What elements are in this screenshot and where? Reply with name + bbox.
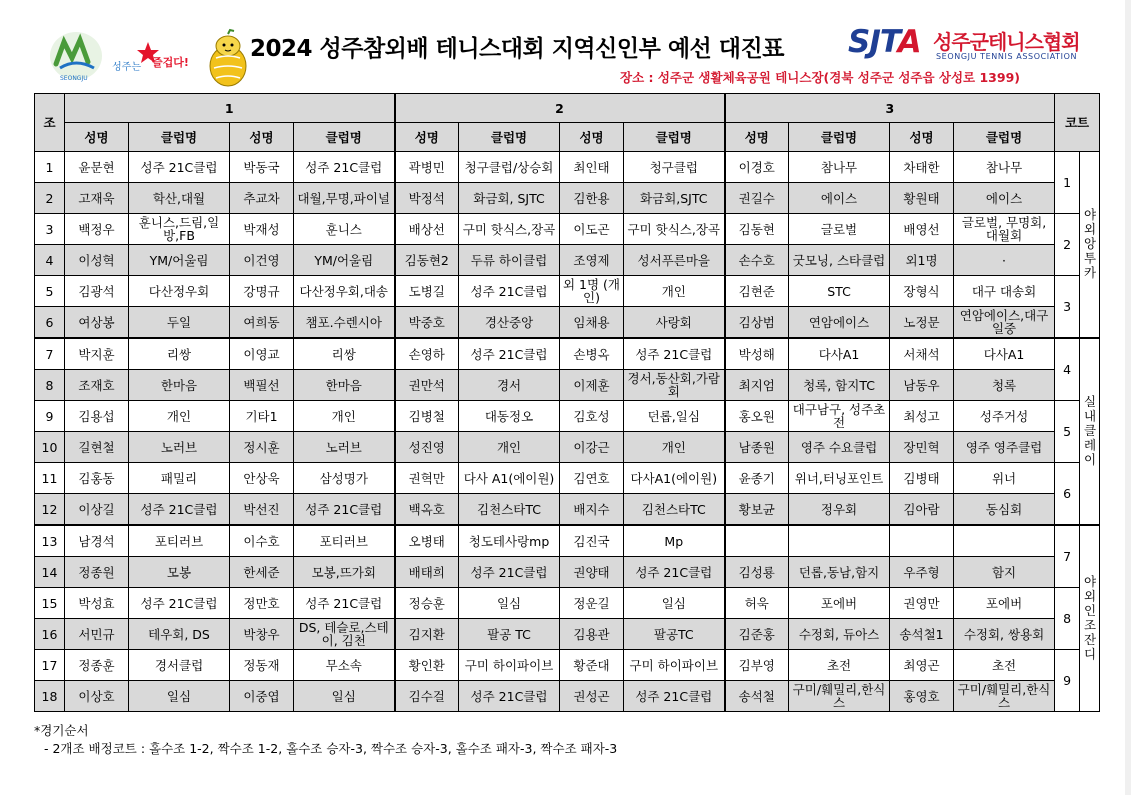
group-number: 3	[35, 214, 65, 245]
club-name: YM/어울림	[129, 245, 230, 276]
player-name: 백정우	[65, 214, 129, 245]
club-name: 사랑회	[624, 307, 725, 339]
player-name: 이제훈	[560, 370, 624, 401]
player-name: 이수호	[230, 525, 294, 557]
player-name: 손병옥	[560, 338, 624, 370]
player-name	[725, 525, 789, 557]
court-header: 코트	[1055, 94, 1100, 152]
player-name: 곽병민	[395, 152, 459, 183]
player-name: 남종원	[725, 432, 789, 463]
player-name: 김호성	[560, 401, 624, 432]
club-name: 구미/훼밀리,한식스	[954, 681, 1055, 712]
table-row	[35, 276, 1100, 307]
court-number: 6	[1055, 463, 1080, 526]
player-name: 김용관	[560, 619, 624, 650]
group-number: 1	[35, 152, 65, 183]
club-name: 성주 21C클럽	[294, 588, 395, 619]
court-number: 5	[1055, 401, 1080, 463]
name-column-header: 성명	[560, 123, 624, 152]
club-name: 다사 A1(에이원)	[459, 463, 560, 494]
court-number: 9	[1055, 650, 1080, 712]
club-name: 패밀리	[129, 463, 230, 494]
page-title: 2024 성주참외배 테니스대회 지역신인부 예선 대진표	[250, 36, 784, 62]
player-name: 이강근	[560, 432, 624, 463]
club-name: 성주 21C클럽	[129, 588, 230, 619]
player-name: 배지수	[560, 494, 624, 526]
player-name: 김병철	[395, 401, 459, 432]
club-name: 무소속	[294, 650, 395, 681]
group-number: 10	[35, 432, 65, 463]
group-number: 7	[35, 338, 65, 370]
player-name: 추교차	[230, 183, 294, 214]
club-name: 경서	[459, 370, 560, 401]
group-number: 12	[35, 494, 65, 526]
table-row	[35, 183, 1100, 214]
club-name: 개인	[624, 276, 725, 307]
court-number: 1	[1055, 152, 1080, 214]
club-name: 팔공 TC	[459, 619, 560, 650]
club-column-header: 클럽명	[459, 123, 560, 152]
player-name: 손영하	[395, 338, 459, 370]
table-row	[35, 370, 1100, 401]
player-name: 정종원	[65, 557, 129, 588]
club-name: 김천스타TC	[624, 494, 725, 526]
group-number: 15	[35, 588, 65, 619]
player-name: 최인태	[560, 152, 624, 183]
group-number: 17	[35, 650, 65, 681]
slogan-a: 성주는	[112, 62, 141, 73]
club-name: 포티러브	[294, 525, 395, 557]
club-name: 대구남구, 성주초전	[789, 401, 890, 432]
club-column-header: 클럽명	[954, 123, 1055, 152]
player-name: 정종훈	[65, 650, 129, 681]
table-row	[35, 525, 1100, 557]
club-name: 성주거성	[954, 401, 1055, 432]
player-name: 윤종기	[725, 463, 789, 494]
player-name: 권영만	[890, 588, 954, 619]
player-name: 성진영	[395, 432, 459, 463]
association-name: 성주군테니스협회	[933, 30, 1080, 54]
player-name: 정승훈	[395, 588, 459, 619]
club-name: 포에버	[789, 588, 890, 619]
club-name: 김천스타TC	[459, 494, 560, 526]
player-name: 이상길	[65, 494, 129, 526]
name-column-header: 성명	[230, 123, 294, 152]
player-name: 권혁만	[395, 463, 459, 494]
club-name: 대구 대송회	[954, 276, 1055, 307]
club-name: 성주 21C클럽	[129, 494, 230, 526]
group-number: 16	[35, 619, 65, 650]
slot-header-3: 3	[725, 94, 1055, 123]
club-name: 연암에이스	[789, 307, 890, 339]
club-name: 청구클럽	[624, 152, 725, 183]
club-column-header: 클럽명	[129, 123, 230, 152]
table-row	[35, 681, 1100, 712]
slot-header-1: 1	[65, 94, 395, 123]
player-name: 길현철	[65, 432, 129, 463]
table-row	[35, 338, 1100, 370]
club-name: 일심	[459, 588, 560, 619]
club-name: 개인	[624, 432, 725, 463]
club-name: 다산정우회	[129, 276, 230, 307]
club-name: 리쌍	[294, 338, 395, 370]
name-column-header: 성명	[725, 123, 789, 152]
player-name: 백필선	[230, 370, 294, 401]
player-name: 손수호	[725, 245, 789, 276]
club-name: 구미 하이파이브	[624, 650, 725, 681]
player-name: 남동우	[890, 370, 954, 401]
club-name: 성주 21C클럽	[459, 681, 560, 712]
sjta-logo-text: SJTA	[848, 24, 921, 60]
club-name: 다사A1	[789, 338, 890, 370]
club-name: 대동정오	[459, 401, 560, 432]
court-number: 3	[1055, 276, 1080, 339]
club-name: 성주 21C클럽	[459, 276, 560, 307]
player-name: 김병태	[890, 463, 954, 494]
court-number: 2	[1055, 214, 1080, 276]
club-name: 경서,동산회,가람회	[624, 370, 725, 401]
slot-header-2: 2	[395, 94, 725, 123]
player-name: 황준대	[560, 650, 624, 681]
group-number: 11	[35, 463, 65, 494]
player-name: 이성혁	[65, 245, 129, 276]
club-name: 정우회	[789, 494, 890, 526]
club-name: 테우회, DS	[129, 619, 230, 650]
club-name: 모봉,뜨가회	[294, 557, 395, 588]
player-name: 김진국	[560, 525, 624, 557]
player-name: 최영곤	[890, 650, 954, 681]
player-name: 송석철	[725, 681, 789, 712]
table-row	[35, 307, 1100, 339]
draw-table	[34, 93, 1100, 712]
player-name: 임채용	[560, 307, 624, 339]
club-name: 성주 21C클럽	[294, 152, 395, 183]
notes	[34, 722, 617, 758]
club-name: 구미 하이파이브	[459, 650, 560, 681]
player-name: 김한용	[560, 183, 624, 214]
group-number: 2	[35, 183, 65, 214]
court-number: 8	[1055, 588, 1080, 650]
club-name: 청도테사랑mp	[459, 525, 560, 557]
player-name: 최성고	[890, 401, 954, 432]
association-english-name: SEONGJU TENNIS ASSOCIATION	[936, 52, 1078, 61]
club-name: 동심회	[954, 494, 1055, 526]
notes-heading: *경기순서	[34, 723, 89, 738]
player-name: 외 1명 (개인)	[560, 276, 624, 307]
club-name: 성주 21C클럽	[294, 494, 395, 526]
club-name: 리쌍	[129, 338, 230, 370]
club-name: 구미/훼밀리,한식스	[789, 681, 890, 712]
player-name: 차태한	[890, 152, 954, 183]
notes-line: - 2개조 배정코트 : 홀수조 1-2, 짝수조 1-2, 홀수조 승자-3, 짝수조 승자-3, 홀수조 패자-3, 짝수조 패자-3	[44, 741, 618, 756]
club-name: 청록, 함지TC	[789, 370, 890, 401]
club-name: 던롭,동남,함지	[789, 557, 890, 588]
player-name: 이건영	[230, 245, 294, 276]
club-name: 일심	[624, 588, 725, 619]
group-header: 조	[35, 94, 65, 152]
club-name: 굿모닝, 스타클럽	[789, 245, 890, 276]
name-column-header: 성명	[395, 123, 459, 152]
club-name: 다사A1	[954, 338, 1055, 370]
player-name: 강명규	[230, 276, 294, 307]
club-name: 다산정우회,대송	[294, 276, 395, 307]
player-name: 김홍동	[65, 463, 129, 494]
player-name: 허욱	[725, 588, 789, 619]
club-name: 포티러브	[129, 525, 230, 557]
player-name: 김용섭	[65, 401, 129, 432]
seongju-logo	[40, 28, 260, 88]
player-name: 배영선	[890, 214, 954, 245]
player-name: 황원태	[890, 183, 954, 214]
player-name: 김성룡	[725, 557, 789, 588]
group-number: 8	[35, 370, 65, 401]
player-name: 이중엽	[230, 681, 294, 712]
club-name: 위너,터닝포인트	[789, 463, 890, 494]
player-name: 여희동	[230, 307, 294, 339]
club-name: 화금회,SJTC	[624, 183, 725, 214]
club-name: 영주 수요클럽	[789, 432, 890, 463]
club-name: 에이스	[954, 183, 1055, 214]
club-name: 한마음	[129, 370, 230, 401]
club-name: 한마음	[294, 370, 395, 401]
player-name: 박중호	[395, 307, 459, 339]
header	[0, 0, 1131, 92]
table-row	[35, 557, 1100, 588]
name-column-header: 성명	[65, 123, 129, 152]
club-name: 청구클럽/상승회	[459, 152, 560, 183]
table-row	[35, 588, 1100, 619]
club-column-header: 클럽명	[789, 123, 890, 152]
club-name: 모봉	[129, 557, 230, 588]
player-name: 노정문	[890, 307, 954, 339]
player-name: 정동재	[230, 650, 294, 681]
player-name: 김상범	[725, 307, 789, 339]
player-name: 기타1	[230, 401, 294, 432]
table-row	[35, 245, 1100, 276]
club-column-header: 클럽명	[294, 123, 395, 152]
club-name: 수정회, 쌍용회	[954, 619, 1055, 650]
player-name: 정시훈	[230, 432, 294, 463]
club-name: 참나무	[789, 152, 890, 183]
club-name: STC	[789, 276, 890, 307]
court-type-label: 실내클레이	[1080, 338, 1100, 525]
club-name	[954, 525, 1055, 557]
player-name: 외1명	[890, 245, 954, 276]
player-name: 박정석	[395, 183, 459, 214]
club-name: 수정회, 듀아스	[789, 619, 890, 650]
player-name: 이상호	[65, 681, 129, 712]
club-name: 초전	[954, 650, 1055, 681]
player-name: 여상봉	[65, 307, 129, 339]
club-name: ·	[954, 245, 1055, 276]
player-name: 조영제	[560, 245, 624, 276]
player-name: 김지환	[395, 619, 459, 650]
club-name: 개인	[459, 432, 560, 463]
club-column-header: 클럽명	[624, 123, 725, 152]
club-name: 두류 하이클럽	[459, 245, 560, 276]
club-name: 참나무	[954, 152, 1055, 183]
club-name: 챔포.수렌시아	[294, 307, 395, 339]
club-name: 에이스	[789, 183, 890, 214]
player-name: 박재성	[230, 214, 294, 245]
club-name: 훈니스	[294, 214, 395, 245]
club-name: 연암에이스,대구일중	[954, 307, 1055, 339]
club-name: 개인	[129, 401, 230, 432]
table-row	[35, 152, 1100, 183]
name-column-header: 성명	[890, 123, 954, 152]
player-name: 안상욱	[230, 463, 294, 494]
group-number: 14	[35, 557, 65, 588]
player-name: 홍영호	[890, 681, 954, 712]
logo-region-text: SEONGJU	[60, 75, 88, 82]
player-name: 권길수	[725, 183, 789, 214]
court-type-label: 야외인조잔디	[1080, 525, 1100, 712]
player-name: 권만석	[395, 370, 459, 401]
player-name: 고재욱	[65, 183, 129, 214]
club-name: 일심	[129, 681, 230, 712]
club-name: 두일	[129, 307, 230, 339]
group-number: 6	[35, 307, 65, 339]
club-name: Mp	[624, 525, 725, 557]
player-name: 우주형	[890, 557, 954, 588]
group-number: 18	[35, 681, 65, 712]
player-name: 조재호	[65, 370, 129, 401]
club-name: 화금회, SJTC	[459, 183, 560, 214]
club-name: 다사A1(에이원)	[624, 463, 725, 494]
club-name: 일심	[294, 681, 395, 712]
player-name: 김수걸	[395, 681, 459, 712]
page-edge	[1125, 0, 1131, 795]
table-row	[35, 214, 1100, 245]
group-number: 13	[35, 525, 65, 557]
club-name: 훈니스,드림,일방,FB	[129, 214, 230, 245]
player-name: 권성곤	[560, 681, 624, 712]
player-name: 정만호	[230, 588, 294, 619]
player-name: 이도곤	[560, 214, 624, 245]
player-name: 박지훈	[65, 338, 129, 370]
player-name: 박동국	[230, 152, 294, 183]
club-name: 경서클럽	[129, 650, 230, 681]
table-row	[35, 619, 1100, 650]
club-name: 노러브	[294, 432, 395, 463]
club-name: 구미 핫식스,장곡	[459, 214, 560, 245]
player-name: 윤문현	[65, 152, 129, 183]
player-name: 홍오원	[725, 401, 789, 432]
player-name: 남경석	[65, 525, 129, 557]
group-number: 4	[35, 245, 65, 276]
club-name: 노러브	[129, 432, 230, 463]
player-name: 이영교	[230, 338, 294, 370]
club-name: 초전	[789, 650, 890, 681]
group-number: 5	[35, 276, 65, 307]
club-name	[789, 525, 890, 557]
player-name: 정운길	[560, 588, 624, 619]
player-name: 서채석	[890, 338, 954, 370]
player-name: 장민혁	[890, 432, 954, 463]
association-logo	[848, 24, 1100, 68]
player-name: 김현준	[725, 276, 789, 307]
club-name: 성주 21C클럽	[624, 338, 725, 370]
club-name: 팔공TC	[624, 619, 725, 650]
player-name: 김연호	[560, 463, 624, 494]
melon-mascot-icon	[210, 30, 246, 86]
player-name: 박성효	[65, 588, 129, 619]
player-name: 도병길	[395, 276, 459, 307]
club-name: 글로벌, 무명회, 대월회	[954, 214, 1055, 245]
player-name: 서민규	[65, 619, 129, 650]
player-name: 박성해	[725, 338, 789, 370]
venue-text: 장소 : 성주군 생활체육공원 테니스장(경북 성주군 성주읍 상성로 1399)	[620, 70, 1020, 85]
table-row	[35, 401, 1100, 432]
club-name: YM/어울림	[294, 245, 395, 276]
table-row	[35, 463, 1100, 494]
group-number: 9	[35, 401, 65, 432]
player-name	[890, 525, 954, 557]
club-name: 삼성명가	[294, 463, 395, 494]
club-name: 함지	[954, 557, 1055, 588]
player-name: 최지엄	[725, 370, 789, 401]
player-name: 백옥호	[395, 494, 459, 526]
club-name: 글로벌	[789, 214, 890, 245]
club-name: 던롭,일심	[624, 401, 725, 432]
player-name: 김아람	[890, 494, 954, 526]
player-name: 김준홍	[725, 619, 789, 650]
club-name: 구미 핫식스,장곡	[624, 214, 725, 245]
club-name: 성주 21C클럽	[624, 557, 725, 588]
player-name: 황보균	[725, 494, 789, 526]
court-number: 4	[1055, 338, 1080, 401]
player-name: 송석철1	[890, 619, 954, 650]
club-name: 성주 21C클럽	[129, 152, 230, 183]
player-name: 장형식	[890, 276, 954, 307]
player-name: 박선진	[230, 494, 294, 526]
table-row	[35, 650, 1100, 681]
player-name: 배상선	[395, 214, 459, 245]
player-name: 김부영	[725, 650, 789, 681]
club-name: 학산,대월	[129, 183, 230, 214]
club-name: 경산중앙	[459, 307, 560, 339]
court-type-label: 야외앙투카	[1080, 152, 1100, 339]
player-name: 배태희	[395, 557, 459, 588]
player-name: 김동현2	[395, 245, 459, 276]
club-name: 영주 영주클럽	[954, 432, 1055, 463]
club-name: 대월,무명,파이널	[294, 183, 395, 214]
player-name: 황인환	[395, 650, 459, 681]
club-name: 포에버	[954, 588, 1055, 619]
club-name: DS, 테슬로,스테이, 김천	[294, 619, 395, 650]
player-name: 오병태	[395, 525, 459, 557]
player-name: 박창우	[230, 619, 294, 650]
slogan-b: 즐겁다!	[152, 56, 189, 69]
court-number: 7	[1055, 525, 1080, 588]
club-name: 성주 21C클럽	[459, 338, 560, 370]
player-name: 김동현	[725, 214, 789, 245]
club-name: 성주 21C클럽	[624, 681, 725, 712]
club-name: 개인	[294, 401, 395, 432]
club-name: 성서푸른마을	[624, 245, 725, 276]
club-name: 성주 21C클럽	[459, 557, 560, 588]
player-name: 한세준	[230, 557, 294, 588]
table-row	[35, 494, 1100, 526]
player-name: 김광석	[65, 276, 129, 307]
club-name: 위너	[954, 463, 1055, 494]
table-row	[35, 432, 1100, 463]
club-name: 청록	[954, 370, 1055, 401]
player-name: 권양태	[560, 557, 624, 588]
player-name: 이경호	[725, 152, 789, 183]
